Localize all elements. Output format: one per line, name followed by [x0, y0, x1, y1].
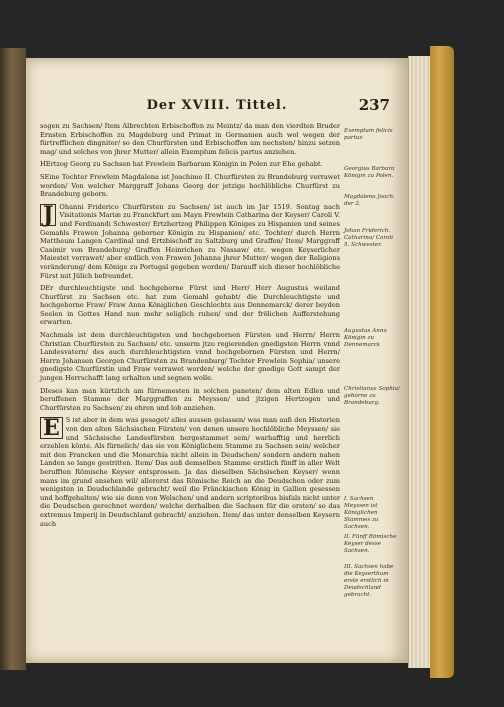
main-text: [40, 122, 340, 532]
margin-note: III. Sachsen habe die Keyserthum erste erstlich in Deudschland gebracht.: [344, 564, 394, 598]
drop-cap: E: [40, 417, 63, 439]
book-page: [26, 58, 408, 663]
page-stack-edge: [408, 56, 431, 668]
margin-note: Christianus Sophia/ geborne zu Brandeburg.: [344, 386, 400, 406]
left-page-edge: [0, 48, 26, 670]
paragraph: Nachmals ist dem durchleuchtigsten und hochgebornen Fürsten und Herrn/ Herrn Christian Churfürsten zu Sachsen/ etc. unserm jtzo regierenden gnedigsten Herrn vnnd Landesvatern/ des auch durchleuchtigsten vnnd hochgebornen Fürsten und Herrn/ Herrn Johansen Georgen Churfürsten zu Brandenburg/ Tochter Frewlein Sophia/ unsere gnedigste Churfürstin und Fraw verrawet worden/ welche der gnedige Gott sampt der jungen Herrschafft lang erhalten und segnen wolle.: [40, 331, 340, 383]
paragraph: DIeses kan man kürtzlich am fürnemesten in solchen paneten/ dem alten Edlen und beruffenen Stamme der Marggraffen zu Meyssen/ und jtzigen Hertzogen und Churfürsten zu Sachsen/ zu ehren und lob anziehen.: [40, 386, 340, 412]
margin-note: Georgius Barbara Königin zu Polen.: [344, 166, 395, 179]
page-number: 237: [358, 96, 390, 114]
paragraph: sogen zu Sachsen/ Item Albrechten Erbischoffen zu Meintz/ da man den vierdten Bruder Ernsten Erbischoffen zu Magdeburg und Primat in Germanien auch wol wegen der fürtrefflichen dingniter/ so den Churfürsten und Erbischoffen am nechsten/ hinzu setzen mag/ und solches von jhrer Mutter/ allein Exemplum felicis partus anziehen.: [40, 122, 340, 156]
paragraph-text: S ist aber in dem was gesaget/ alles aussen gelassen/ was man auß den Historien von den alten Sächsischen Fürsten/ von denen unsere hochlöbliche Meyssen/ sie und Sächsische Landesfürsten hergestammet sein/ warhafftig und herrlich erzehlen könte. Als fürnelich/ das sie von Königlichem Stamme zu Sachsen sein/ welcher mit den Francken und die Monarchia nicht allein in Deudschen/ sondern andern nahen Landen so lange gestritten. Item/ Das auß demselben Stamme erstlich fünff in aller Welt berufften Römische Keyser entsprossen. Ja das dieselben Sächsischen Keyser/ wenn mans im grund ansehen wil/ allererst das Römische Reich an die Deudschen oder zum wenigsten in Deudschlande gebracht/ weil die Fränckischen König in Gallien gesessen und hoffgehalten/ wie sie denn von Welschen/ und andern scriptoribus bisfals nicht unter die Deudschen gerechnet werden/ welche derhalben die Sachsen für die ersten/ so das extremus Imperij in Deudschland gebracht/ anziehen. Item/ das unter denselben Keysern auch: [40, 416, 340, 528]
margin-note: Exemplum felicis partus: [344, 128, 393, 141]
paragraph: DEr durchleuchtigste und hochgeborne Fürst und Herr/ Herr Augustus weiland Churfürst zu Sachsen etc. hat zum Gemahl gehabt/ die Durchleuchtigste und hochgeborne Fraw/ Fraw Anna Königlichen Geschlechts aus Dennemarck/ derer beyden Seelen in Gottes Hand nun mehr seliglich ruhen/ und der frölichen Aufferstehung erwarten.: [40, 284, 340, 327]
paragraph: SEine Tochter Frewlein Magdalena ist Joachimo II. Churfürsten zu Brandeburg verrawet worden/ Von welcher Marggraff Johans Georg der jetzige hochlöbliche Churfürst zu Brandeburg geborn.: [40, 172, 340, 199]
drop-cap: J: [40, 204, 56, 226]
margin-note: Johan Friderich. Catharina/ Caroli 5. Schwester.: [344, 228, 394, 248]
margin-note: Augustus Anna Königin zu Dennemarck: [344, 328, 387, 348]
paragraph-text: Ohanni Friderico Churfürsten zu Sachsen/ ist auch im Jar 1519. Sontag nach Visitationis Mariæ zu Franckfurt am Mayn Frewlein Catharina der Keyser/ Caroli V. und Ferdinandi Schwester/ Ertzhertzog Philippen Königes zu Hispanien und seines Gemahls Frawen Johanna geborner Königin zu Hispanien/ etc. Tochter/ durch Herrn Mattheum Langen Cardinal und Ertzbischoff zu Saltzburg und Graffen/ Item/ Marggraff Casimir von Brandeburg/ Graffen Heinrichen zu Nassaw/ etc. wegen Keyserlicher Maiestet verrawet/ aber endlich von Frawen Johanna jhrer Mutter/ wegen der Religions veränderung/ dem Könige zu Portugal gegeben worden/ Darauff sich dieser hochlöbliche Fürst mit Jülich befreundet.: [40, 202, 340, 280]
margin-note: I. Sachsen Meyssen ist Königlichen Stammes zu Sachsen.: [344, 496, 379, 530]
running-head: Der XVIII. Tittel.: [146, 98, 288, 113]
page-header: [40, 98, 394, 120]
paragraph: [40, 416, 340, 528]
margin-note: Magdalena Joach. der 2.: [344, 194, 395, 207]
paragraph: [40, 203, 340, 280]
paragraph: HErtzog Georg zu Sachsen hat Frewlein Barbaram Königin in Polen zur Ehe gehabt.: [40, 160, 323, 169]
margin-note: II. Fünff Römische Keyser desse Sachsen.: [344, 534, 397, 554]
book-cover-edge: [430, 46, 454, 678]
